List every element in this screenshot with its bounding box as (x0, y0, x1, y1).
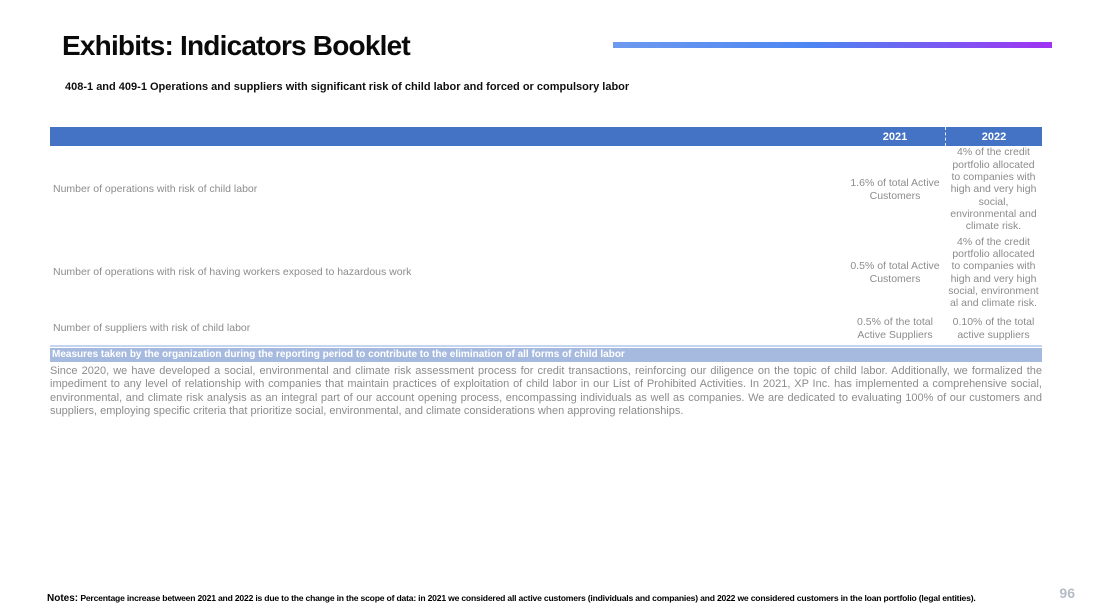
page-subtitle: 408-1 and 409-1 Operations and suppliers with significant risk of child labor and forced or compulsory labor (65, 81, 630, 93)
page-number: 96 (1059, 585, 1075, 601)
table-header-indicator (50, 127, 845, 146)
row-label: Number of operations with risk of having workers exposed to hazardous work (53, 266, 412, 279)
row-value-2022: 4% of the credit portfolio allocated to companies with high and very high social, environment al and climate risk. (948, 235, 1039, 310)
footnotes-label: Notes: (47, 593, 79, 604)
footnotes-text: Percentage increase between 2021 and 2022 is due to the change in the scope of data: in 2021 we considered all active customers (individuals and companies) and 2022 we considered customers in the loan portfolio (legal entities). (78, 593, 976, 603)
row-value-2022: 4% of the credit portfolio allocated to companies with high and very high social, environmental and climate risk. (950, 146, 1037, 233)
measures-section-body: Since 2020, we have developed a social, environmental and climate risk assessment process for credit transactions, reinforcing our diligence on the topic of child labor. Additionally, we formalized the impediment to any level of relationship with companies that maintain practices of exploitation of child labor in our List of Prohibited Activities. In 2021, XP Inc. has implemented a comprehensive social, environmental, and climate risk analysis as an integral part of our account opening process, encompassing individuals as well as companies. We are dedicated to evaluating 100% of our customers and suppliers, employing specific criteria that prioritize social, environmental, and climate considerations when approving relationships. (50, 365, 1042, 418)
row-value-2021: 1.6% of total Active Customers (850, 177, 940, 202)
row-value-2021: 0.5% of total Active Customers (850, 260, 940, 285)
table-row (50, 146, 1042, 233)
table-header-row (50, 127, 1042, 146)
page-title: Exhibits: Indicators Booklet (62, 30, 410, 61)
row-value-2022: 0.10% of the total active suppliers (952, 316, 1035, 341)
row-value-2021: 0.5% of the total Active Suppliers (857, 316, 933, 341)
footnotes (47, 588, 1047, 606)
row-label: Number of operations with risk of child labor (53, 183, 258, 196)
row-label: Number of suppliers with risk of child labor (53, 322, 251, 335)
accent-gradient-bar (613, 42, 1052, 48)
table-header-2021: 2021 (882, 130, 908, 143)
table-header-2022: 2022 (945, 127, 1042, 146)
table-row (50, 312, 1042, 345)
table-row (50, 233, 1042, 312)
measures-section-header: Measures taken by the organization during the reporting period to contribute to the elimination of all forms of child labor (50, 348, 1042, 362)
indicators-table (50, 127, 1042, 347)
